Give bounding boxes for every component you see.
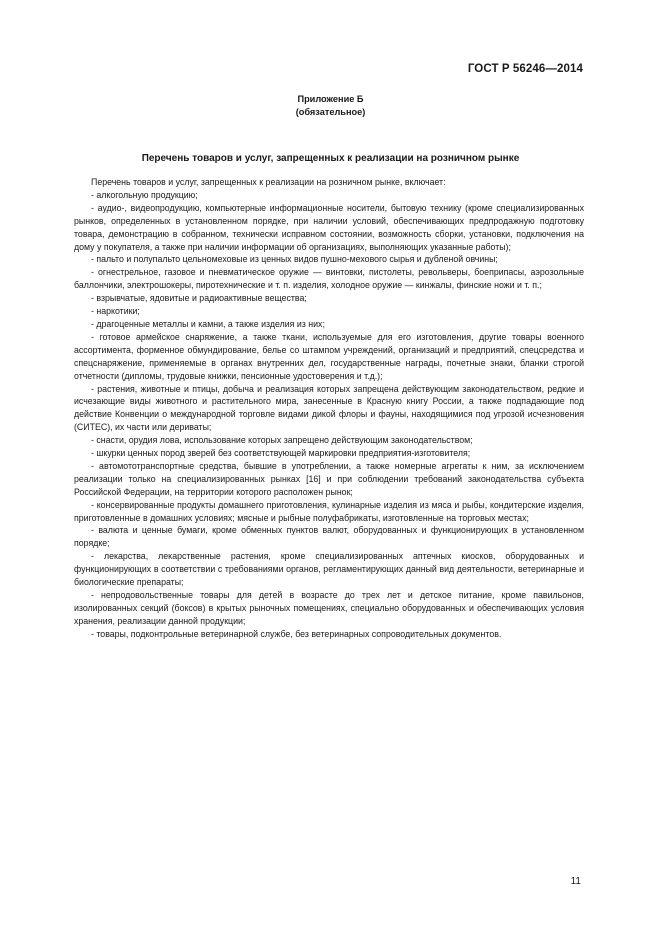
list-item: - непродовольственные товары для детей в возрасте до трех лет и детское питание, кроме павильонов, изолированных секций (боксов) в крытых рыночных помещениях, специально оборудованных и обеспечивающих условия хранения, реализации данной продукции; [74, 590, 584, 626]
list-item: - взрывчатые, ядовитые и радиоактивные вещества; [91, 293, 307, 304]
list-item: - огнестрельное, газовое и пневматическое оружие — винтовки, пистолеты, револьверы, боеприпасы, аэрозольные баллончики, электрошокеры, пиротехнические и т. п. изделия, холодное оружие — кинжалы, финские ножи и т. п.; [74, 267, 584, 291]
appendix-title-block [0, 93, 661, 118]
section-heading: Перечень товаров и услуг, запрещенных к реализации на розничном рынке [141, 153, 520, 164]
list-item: - шкурки ценных пород зверей без соответствующей маркировки предприятия-изготовителя; [91, 448, 471, 459]
list-item: - наркотики; [91, 306, 140, 317]
list-item: - готовое армейское снаряжение, а также ткани, используемые для его изготовления, другие товары военного ассортимента, форменное обмундирование, белье со штампом учреждений, организаций и предприятий, спецсредства и спецснаряжение, применяемые в органах внутренних дел, государственные награды, почетные знаки, бланки строгой отчетности (дипломы, трудовые книжки, пенсионные удостоверения и т.д.); [74, 331, 584, 381]
list-item: - растения, животные и птицы, добыча и реализация которых запрещена действующим законодательством, редкие и исчезающие виды животного и растительного мира, занесенные в Красную книгу России, а также подпадающие под действие Конвенции о международной торговле видами дикой флоры и фауны, находящимися под угрозой исчезновения (СИТЕС), их части или дериваты; [74, 383, 584, 433]
list-item: - аудио-, видеопродукцию, компьютерные информационные носители, бытовую технику (кроме специализированных рынков, определенных в установленном порядке, при наличии условий, обеспечивающих предпродажную подготовку товара, демонстрацию в собранном, технически исправном состоянии, возможность сборки, установки, подключения на дому у покупателя, а также при наличии информации об организациях, выполняющих указанные работы); [74, 202, 584, 252]
list-item: - автомототранспортные средства, бывшие в употреблении, а также номерные агрегаты к ним, за исключением реализации только на специализированных рынках [16] и при соблюдении требований законодательства субъекта Российской Федерации, на территории которого расположен рынок; [74, 460, 584, 497]
page-number: 11 [570, 876, 581, 887]
list-item: - пальто и полупальто цельномеховые из ценных видов пушно-мехового сырья и дубленой овчины; [91, 254, 498, 265]
list-item: - товары, подконтрольные ветеринарной службе, без ветеринарных сопроводительных документов. [91, 628, 502, 639]
list-item: - валюта и ценные бумаги, кроме обменных пунктов валют, оборудованных и функционирующих в установленном порядке; [74, 525, 584, 549]
intro-paragraph: Перечень товаров и услуг, запрещенных к реализации на розничном рынке, включает: [91, 177, 446, 187]
document-code: ГОСТ Р 56246—2014 [467, 63, 583, 75]
list-item: - снасти, орудия лова, использование которых запрещено действующим законодательством; [91, 435, 473, 446]
list-item: - алкогольную продукцию; [91, 189, 198, 200]
appendix-title: Приложение Б [297, 94, 364, 104]
document-body [74, 176, 584, 641]
list-item: - консервированные продукты домашнего приготовления, кулинарные изделия из мяса и рыбы, кондитерские изделия, приготовленные в домашних условиях; мясные и рыбные полуфабрикаты, изготовленные на торговых местах; [74, 499, 584, 523]
appendix-subtitle: (обязательное) [295, 106, 366, 117]
list-item: - драгоценные металлы и камни, а также изделия из них; [91, 318, 325, 329]
list-item: - лекарства, лекарственные растения, кроме специализированных аптечных киосков, оборудованных и функционирующих в соответствии с требованиями органов, регламентирующих данный вид деятельности, ветеринарные и биологические препараты; [74, 551, 584, 588]
